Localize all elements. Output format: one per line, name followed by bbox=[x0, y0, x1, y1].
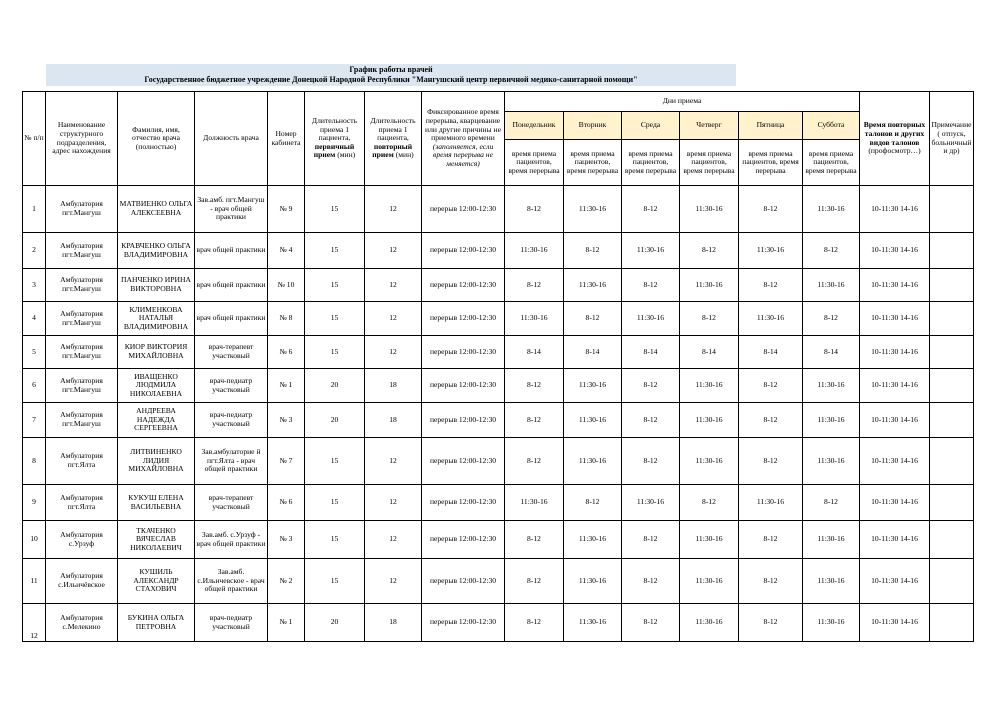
cell-unit: Амбулатория пгт.Мангуш bbox=[46, 233, 118, 269]
cell-thursday: 8-12 bbox=[680, 233, 739, 269]
cell-thursday: 11:30-16 bbox=[680, 604, 739, 642]
cell-unit: Амбулатория пгт.Ялта bbox=[46, 438, 118, 485]
cell-first: 15 bbox=[305, 269, 365, 302]
header-repeat-visit-bold: повторный прием bbox=[372, 141, 413, 160]
cell-note bbox=[930, 186, 974, 233]
cell-wednesday: 11:30-16 bbox=[622, 485, 680, 521]
cell-position: врач общей практики bbox=[195, 233, 268, 269]
header-note: Примечание ( отпуск, больничный и др) bbox=[930, 92, 974, 186]
cell-name: КУШИЛЬ АЛЕКСАНДР СТАХОВИЧ bbox=[118, 559, 195, 604]
cell-note bbox=[930, 521, 974, 559]
cell-unit: Амбулатория пгт.Мангуш bbox=[46, 186, 118, 233]
cell-name: ПАНЧЕНКО ИРИНА ВИКТОРОВНА bbox=[118, 269, 195, 302]
table-row bbox=[23, 269, 974, 302]
table-row bbox=[23, 233, 974, 269]
cell-break: перерыв 12:00-12:30 bbox=[422, 438, 505, 485]
cell-repeat: 12 bbox=[365, 233, 422, 269]
cell-unit: Амбулатория пгт.Мангуш bbox=[46, 269, 118, 302]
cell-first: 15 bbox=[305, 438, 365, 485]
cell-room: № 2 bbox=[268, 559, 305, 604]
cell-note bbox=[930, 269, 974, 302]
cell-room: № 3 bbox=[268, 403, 305, 438]
cell-note bbox=[930, 485, 974, 521]
cell-talons: 10-11:30 14-16 bbox=[860, 369, 930, 403]
header-break-note: (заполняется, если время перерыва не меняется) bbox=[432, 141, 494, 168]
cell-position: Зав.амб. пгт.Мангуш - врач общей практики bbox=[195, 186, 268, 233]
cell-tuesday: 11:30-16 bbox=[564, 559, 622, 604]
document-title: График работы врачей bbox=[349, 65, 433, 74]
cell-friday: 8-12 bbox=[739, 269, 803, 302]
cell-room: № 9 bbox=[268, 186, 305, 233]
cell-saturday: 8-14 bbox=[803, 336, 860, 369]
table-row bbox=[23, 186, 974, 233]
table-row bbox=[23, 336, 974, 369]
cell-position: врач-терапевт участковый bbox=[195, 485, 268, 521]
cell-room: № 8 bbox=[268, 302, 305, 336]
cell-thursday: 11:30-16 bbox=[680, 521, 739, 559]
cell-tuesday: 8-12 bbox=[564, 302, 622, 336]
cell-talons: 10-11:30 14-16 bbox=[860, 438, 930, 485]
cell-name: АНДРЕЕВА НАДЕЖДА СЕРГЕЕВНА bbox=[118, 403, 195, 438]
cell-num: 12 bbox=[23, 604, 46, 642]
header-first-visit-unit: (мин) bbox=[337, 150, 356, 160]
cell-tuesday: 11:30-16 bbox=[564, 521, 622, 559]
table-row bbox=[23, 369, 974, 403]
cell-monday: 11:30-16 bbox=[505, 233, 564, 269]
cell-friday: 11:30-16 bbox=[739, 302, 803, 336]
cell-talons: 10-11:30 14-16 bbox=[860, 559, 930, 604]
cell-talons: 10-11:30 14-16 bbox=[860, 485, 930, 521]
institution-name: Государственное бюджетное учреждение Донецкой Народной Республики "Мангушский центр первичной медико-санитарной помощи" bbox=[144, 75, 638, 84]
cell-num: 6 bbox=[23, 369, 46, 403]
cell-thursday: 11:30-16 bbox=[680, 369, 739, 403]
cell-talons: 10-11:30 14-16 bbox=[860, 336, 930, 369]
cell-note bbox=[930, 336, 974, 369]
cell-break: перерыв 12:00-12:30 bbox=[422, 336, 505, 369]
cell-talons: 10-11:30 14-16 bbox=[860, 403, 930, 438]
cell-num: 2 bbox=[23, 233, 46, 269]
header-slot-thursday: время приема пациентов, время перерыва bbox=[680, 140, 739, 186]
header-first-visit-bold: первичный прием bbox=[313, 141, 355, 160]
cell-num: 11 bbox=[23, 559, 46, 604]
cell-num: 1 bbox=[23, 186, 46, 233]
header-first-visit-text: Длительность приема 1 пациента, bbox=[311, 116, 358, 143]
cell-unit: Амбулатория пгт.Ялта bbox=[46, 485, 118, 521]
cell-tuesday: 8-12 bbox=[564, 485, 622, 521]
cell-name: ЛИТВИНЕНКО ЛИДИЯ МИХАЙЛОВНА bbox=[118, 438, 195, 485]
cell-first: 15 bbox=[305, 186, 365, 233]
cell-position: Зав.амбулаторие й пгт.Ялта - врач общей практики bbox=[195, 438, 268, 485]
table-row bbox=[23, 559, 974, 604]
cell-name: ТКАЧЕНКО ВЯЧЕСЛАВ НИКОЛАЕВИЧ bbox=[118, 521, 195, 559]
cell-repeat: 12 bbox=[365, 336, 422, 369]
cell-tuesday: 11:30-16 bbox=[564, 269, 622, 302]
cell-room: № 3 bbox=[268, 521, 305, 559]
cell-unit: Амбулатория пгт.Мангуш bbox=[46, 403, 118, 438]
cell-break: перерыв 12:00-12:30 bbox=[422, 604, 505, 642]
cell-break: перерыв 12:00-12:30 bbox=[422, 559, 505, 604]
cell-thursday: 11:30-16 bbox=[680, 269, 739, 302]
cell-thursday: 8-12 bbox=[680, 302, 739, 336]
cell-wednesday: 11:30-16 bbox=[622, 302, 680, 336]
cell-note bbox=[930, 604, 974, 642]
cell-tuesday: 8-12 bbox=[564, 233, 622, 269]
header-name: Фамилия, имя, отчество врача (полностью) bbox=[118, 92, 195, 186]
cell-repeat: 12 bbox=[365, 269, 422, 302]
cell-friday: 8-12 bbox=[739, 521, 803, 559]
table-row bbox=[23, 403, 974, 438]
cell-repeat: 12 bbox=[365, 302, 422, 336]
cell-num: 8 bbox=[23, 438, 46, 485]
cell-first: 15 bbox=[305, 485, 365, 521]
cell-num: 10 bbox=[23, 521, 46, 559]
cell-break: перерыв 12:00-12:30 bbox=[422, 521, 505, 559]
table-row bbox=[23, 438, 974, 485]
header-repeat-visit bbox=[365, 92, 422, 186]
cell-repeat: 12 bbox=[365, 559, 422, 604]
header-friday: Пятница bbox=[739, 112, 803, 140]
header-repeat-talons-bold: Время повторных талонов и других видов талонов bbox=[863, 120, 926, 147]
cell-room: № 1 bbox=[268, 604, 305, 642]
cell-first: 20 bbox=[305, 604, 365, 642]
cell-unit: Амбулатория пгт.Мангуш bbox=[46, 336, 118, 369]
cell-first: 15 bbox=[305, 559, 365, 604]
cell-tuesday: 11:30-16 bbox=[564, 186, 622, 233]
cell-repeat: 18 bbox=[365, 604, 422, 642]
cell-saturday: 11:30-16 bbox=[803, 186, 860, 233]
cell-position: врач-педиатр участковый bbox=[195, 403, 268, 438]
header-tuesday: Вторник bbox=[564, 112, 622, 140]
cell-friday: 11:30-16 bbox=[739, 485, 803, 521]
cell-saturday: 8-12 bbox=[803, 302, 860, 336]
cell-name: ИВАЩЕНКО ЛЮДМИЛА НИКОЛАЕВНА bbox=[118, 369, 195, 403]
cell-thursday: 11:30-16 bbox=[680, 403, 739, 438]
cell-name: КРАВЧЕНКО ОЛЬГА ВЛАДИМИРОВНА bbox=[118, 233, 195, 269]
header-slot-wednesday: время приема пациентов, время перерыва bbox=[622, 140, 680, 186]
cell-tuesday: 11:30-16 bbox=[564, 369, 622, 403]
cell-break: перерыв 12:00-12:30 bbox=[422, 485, 505, 521]
cell-room: № 1 bbox=[268, 369, 305, 403]
cell-unit: Амбулатория с.Мелекино bbox=[46, 604, 118, 642]
cell-num: 7 bbox=[23, 403, 46, 438]
cell-num: 5 bbox=[23, 336, 46, 369]
cell-talons: 10-11:30 14-16 bbox=[860, 233, 930, 269]
cell-room: № 7 bbox=[268, 438, 305, 485]
cell-first: 15 bbox=[305, 302, 365, 336]
cell-repeat: 12 bbox=[365, 485, 422, 521]
cell-monday: 8-12 bbox=[505, 604, 564, 642]
cell-unit: Амбулатория пгт.Мангуш bbox=[46, 369, 118, 403]
cell-monday: 11:30-16 bbox=[505, 485, 564, 521]
cell-name: КЛИМЕНКОВА НАТАЛЬЯ ВЛАДИМИРОВНА bbox=[118, 302, 195, 336]
cell-first: 15 bbox=[305, 233, 365, 269]
cell-note bbox=[930, 403, 974, 438]
cell-talons: 10-11:30 14-16 bbox=[860, 302, 930, 336]
title-banner bbox=[46, 64, 736, 86]
cell-unit: Амбулатория пгт.Мангуш bbox=[46, 302, 118, 336]
cell-tuesday: 11:30-16 bbox=[564, 604, 622, 642]
cell-thursday: 8-14 bbox=[680, 336, 739, 369]
cell-friday: 8-12 bbox=[739, 438, 803, 485]
cell-monday: 8-14 bbox=[505, 336, 564, 369]
cell-wednesday: 8-12 bbox=[622, 559, 680, 604]
cell-monday: 11:30-16 bbox=[505, 302, 564, 336]
cell-friday: 8-12 bbox=[739, 403, 803, 438]
header-unit: Наименование структурного подразделения, адрес нахождения bbox=[46, 92, 118, 186]
cell-saturday: 11:30-16 bbox=[803, 521, 860, 559]
cell-position: врач общей практики bbox=[195, 269, 268, 302]
header-repeat-talons-note: (профосмотр…) bbox=[868, 146, 921, 156]
cell-break: перерыв 12:00-12:30 bbox=[422, 233, 505, 269]
cell-position: Зав.амб. с.Урзуф - врач общей практики bbox=[195, 521, 268, 559]
cell-friday: 8-14 bbox=[739, 336, 803, 369]
cell-break: перерыв 12:00-12:30 bbox=[422, 186, 505, 233]
cell-break: перерыв 12:00-12:30 bbox=[422, 403, 505, 438]
cell-monday: 8-12 bbox=[505, 438, 564, 485]
header-wednesday: Среда bbox=[622, 112, 680, 140]
header-repeat-talons bbox=[860, 92, 930, 186]
header-slot-monday: время приема пациентов, время перерыва bbox=[505, 140, 564, 186]
cell-wednesday: 8-12 bbox=[622, 369, 680, 403]
cell-talons: 10-11:30 14-16 bbox=[860, 269, 930, 302]
cell-monday: 8-12 bbox=[505, 403, 564, 438]
cell-break: перерыв 12:00-12:30 bbox=[422, 302, 505, 336]
cell-name: КУКУШ ЕЛЕНА ВАСИЛЬЕВНА bbox=[118, 485, 195, 521]
cell-first: 20 bbox=[305, 403, 365, 438]
header-first-visit bbox=[305, 92, 365, 186]
cell-num: 4 bbox=[23, 302, 46, 336]
cell-tuesday: 11:30-16 bbox=[564, 403, 622, 438]
cell-thursday: 8-12 bbox=[680, 485, 739, 521]
cell-saturday: 11:30-16 bbox=[803, 604, 860, 642]
cell-wednesday: 8-12 bbox=[622, 604, 680, 642]
cell-room: № 6 bbox=[268, 336, 305, 369]
cell-monday: 8-12 bbox=[505, 521, 564, 559]
cell-talons: 10-11:30 14-16 bbox=[860, 604, 930, 642]
cell-repeat: 12 bbox=[365, 186, 422, 233]
cell-talons: 10-11:30 14-16 bbox=[860, 521, 930, 559]
table-row bbox=[23, 302, 974, 336]
cell-saturday: 8-12 bbox=[803, 233, 860, 269]
cell-room: № 4 bbox=[268, 233, 305, 269]
cell-monday: 8-12 bbox=[505, 186, 564, 233]
header-position: Должность врача bbox=[195, 92, 268, 186]
cell-wednesday: 8-12 bbox=[622, 269, 680, 302]
cell-wednesday: 8-12 bbox=[622, 403, 680, 438]
cell-monday: 8-12 bbox=[505, 269, 564, 302]
cell-note bbox=[930, 369, 974, 403]
cell-first: 15 bbox=[305, 336, 365, 369]
cell-monday: 8-12 bbox=[505, 369, 564, 403]
cell-wednesday: 8-12 bbox=[622, 438, 680, 485]
cell-repeat: 12 bbox=[365, 438, 422, 485]
cell-monday: 8-12 bbox=[505, 559, 564, 604]
table-row bbox=[23, 521, 974, 559]
cell-saturday: 11:30-16 bbox=[803, 403, 860, 438]
cell-room: № 6 bbox=[268, 485, 305, 521]
cell-num: 3 bbox=[23, 269, 46, 302]
header-saturday: Суббота bbox=[803, 112, 860, 140]
cell-num: 9 bbox=[23, 485, 46, 521]
cell-position: Зав.амб. с.Ильичевское - врач общей практики bbox=[195, 559, 268, 604]
cell-thursday: 11:30-16 bbox=[680, 559, 739, 604]
cell-wednesday: 8-14 bbox=[622, 336, 680, 369]
cell-note bbox=[930, 438, 974, 485]
cell-talons: 10-11:30 14-16 bbox=[860, 186, 930, 233]
cell-first: 20 bbox=[305, 369, 365, 403]
cell-wednesday: 8-12 bbox=[622, 186, 680, 233]
cell-saturday: 8-12 bbox=[803, 485, 860, 521]
cell-break: перерыв 12:00-12:30 bbox=[422, 269, 505, 302]
cell-position: врач-терапевт участковый bbox=[195, 336, 268, 369]
cell-friday: 11:30-16 bbox=[739, 233, 803, 269]
header-slot-friday: время приема пациентов, время перерыва bbox=[739, 140, 803, 186]
cell-note bbox=[930, 559, 974, 604]
cell-note bbox=[930, 302, 974, 336]
cell-saturday: 11:30-16 bbox=[803, 269, 860, 302]
cell-name: БУКИНА ОЛЬГА ПЕТРОВНА bbox=[118, 604, 195, 642]
cell-wednesday: 11:30-16 bbox=[622, 233, 680, 269]
cell-note bbox=[930, 233, 974, 269]
cell-repeat: 18 bbox=[365, 369, 422, 403]
cell-saturday: 11:30-16 bbox=[803, 559, 860, 604]
cell-saturday: 11:30-16 bbox=[803, 438, 860, 485]
cell-friday: 8-12 bbox=[739, 559, 803, 604]
cell-repeat: 12 bbox=[365, 521, 422, 559]
cell-position: врач-педиатр участковый bbox=[195, 369, 268, 403]
cell-wednesday: 8-12 bbox=[622, 521, 680, 559]
cell-repeat: 18 bbox=[365, 403, 422, 438]
table-row bbox=[23, 604, 974, 642]
cell-unit: Амбулатория с.Ильичёвское bbox=[46, 559, 118, 604]
table-row bbox=[23, 485, 974, 521]
cell-position: врач общей практики bbox=[195, 302, 268, 336]
cell-thursday: 11:30-16 bbox=[680, 186, 739, 233]
header-num: № п/п bbox=[23, 92, 46, 186]
cell-friday: 8-12 bbox=[739, 186, 803, 233]
cell-room: № 10 bbox=[268, 269, 305, 302]
header-room: Номер кабинета bbox=[268, 92, 305, 186]
header-break-text: Фиксированное время перерыва, кварцевание или другие причины не приемного времени bbox=[425, 107, 501, 143]
cell-tuesday: 8-14 bbox=[564, 336, 622, 369]
header-repeat-visit-text: Длительность приема 1 пациента, bbox=[370, 116, 416, 143]
header-repeat-visit-unit: (мин) bbox=[395, 150, 414, 160]
cell-name: МАТВИЕНКО ОЛЬГА АЛЕКСЕЕВНА bbox=[118, 186, 195, 233]
cell-unit: Амбулатория с.Урзуф bbox=[46, 521, 118, 559]
header-slot-tuesday: время приема пациентов, время перерыва bbox=[564, 140, 622, 186]
header-slot-saturday: время приема пациентов, время перерыва bbox=[803, 140, 860, 186]
cell-friday: 8-12 bbox=[739, 369, 803, 403]
schedule-table bbox=[22, 91, 974, 642]
cell-friday: 8-12 bbox=[739, 604, 803, 642]
cell-name: КИОР ВИКТОРИЯ МИХАЙЛОВНА bbox=[118, 336, 195, 369]
cell-thursday: 11:30-16 bbox=[680, 438, 739, 485]
cell-saturday: 11:30-16 bbox=[803, 369, 860, 403]
cell-tuesday: 11:30-16 bbox=[564, 438, 622, 485]
cell-first: 15 bbox=[305, 521, 365, 559]
header-thursday: Четверг bbox=[680, 112, 739, 140]
cell-position: врач-педиатр участковый bbox=[195, 604, 268, 642]
cell-break: перерыв 12:00-12:30 bbox=[422, 369, 505, 403]
header-break bbox=[422, 92, 505, 186]
header-days: Дни приема bbox=[505, 92, 860, 112]
header-monday: Понедельник bbox=[505, 112, 564, 140]
